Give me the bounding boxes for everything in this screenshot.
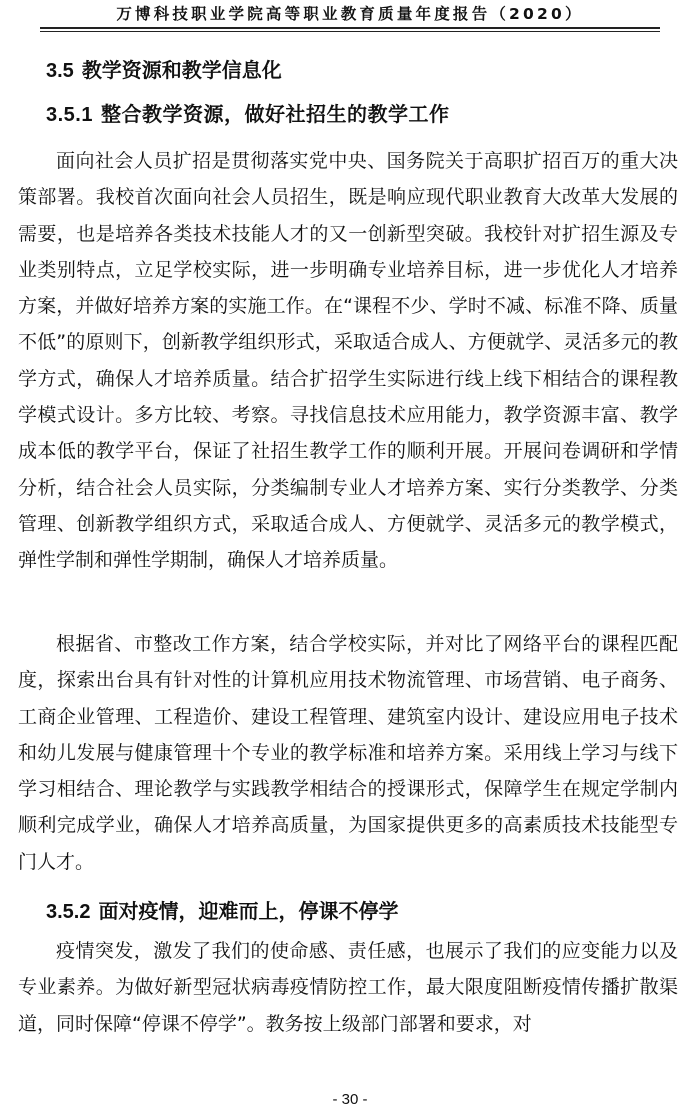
- header-rule-thin: [40, 31, 660, 32]
- header-rule-thick: [40, 27, 660, 29]
- body-paragraph: 根据省、市整改工作方案，结合学校实际，并对比了网络平台的课程匹配度，探索出台具有针对性的计算机应用技术物流管理、市场营销、电子商务、工商企业管理、工程造价、建设工程管理、建筑室内设计、建设应用电子技术和幼儿发展与健康管理十个专业的教学标准和培养方案。采用线上学习与线下学习相结合、理论教学与实践教学相结合的授课形式，保障学生在规定学制内顺利完成学业，确保人才培养高质量，为国家提供更多的高素质技术技能型专门人才。: [18, 633, 678, 873]
- section-heading-3-5-2: [46, 897, 398, 926]
- section-title: 教学资源和教学信息化: [81, 58, 282, 82]
- section-title: 面对疫情，迎难而上，停课不停学: [98, 899, 399, 923]
- section-title: 整合教学资源，做好社招生的教学工作: [100, 102, 450, 126]
- section-number: 3.5.2: [46, 901, 91, 923]
- section-number: 3.5: [46, 60, 74, 82]
- section-heading-3-5: [46, 56, 282, 85]
- body-paragraph: 疫情突发，激发了我们的使命感、责任感，也展示了我们的应变能力以及专业素养。为做好新型冠状病毒疫情防控工作，最大限度阻断疫情传播扩散渠道，同时保障“停课不停学”。教务按上级部门部署和要求，对: [18, 940, 678, 1035]
- body-paragraph: 面向社会人员扩招是贯彻落实党中央、国务院关于高职扩招百万的重大决策部署。我校首次面向社会人员招生，既是响应现代职业教育大改革大发展的需要，也是培养各类技术技能人才的又一创新型突破。我校针对扩招生源及专业类别特点，立足学校实际，进一步明确专业培养目标，进一步优化人才培养方案，并做好培养方案的实施工作。在“课程不少、学时不减、标准不降、质量不低”的原则下，创新教学组织形式，采取适合成人、方便就学、灵活多元的教学方式，确保人才培养质量。结合扩招学生实际进行线上线下相结合的课程教学模式设计。多方比较、考察。寻找信息技术应用能力，教学资源丰富、教学成本低的教学平台，保证了社招生教学工作的顺利开展。开展问卷调研和学情分析，结合社会人员实际，分类编制专业人才培养方案、实行分类教学、分类管理、创新教学组织方式，采取适合成人、方便就学、灵活多元的教学模式，弹性学制和弹性学期制，确保人才培养质量。: [18, 150, 678, 572]
- section-heading-3-5-1: [46, 100, 449, 129]
- page-number: - 30 -: [332, 1091, 368, 1108]
- running-header: 万博科技职业学院高等职业教育质量年度报告（2020）: [116, 5, 584, 23]
- section-number: 3.5.1: [46, 104, 93, 126]
